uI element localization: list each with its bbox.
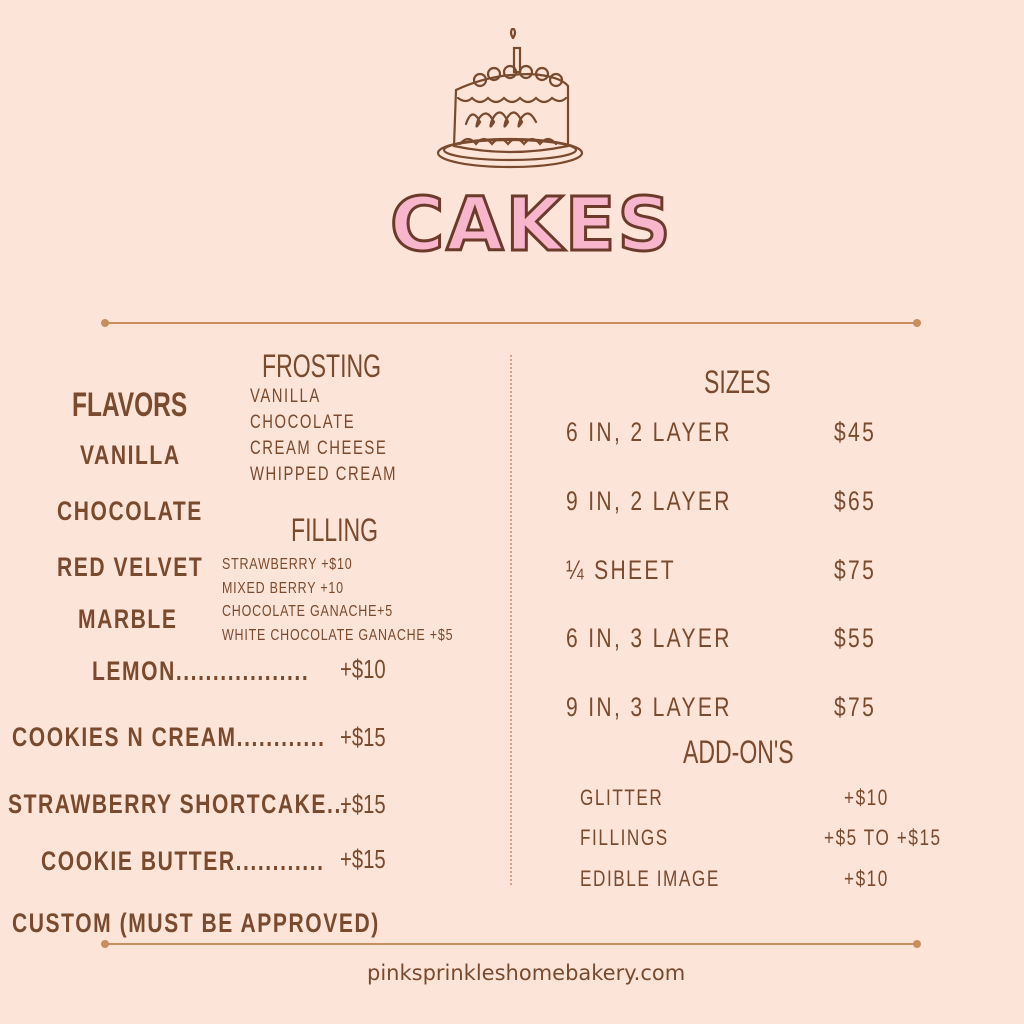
bottom-divider [105,943,917,945]
flavor-priced-price: +$15 [340,844,386,874]
flavor-priced-price: +$15 [340,722,386,752]
filling-heading: FILLING [291,512,379,548]
size-label: 9 IN, 3 LAYER [566,692,732,722]
size-price: $45 [834,417,877,447]
size-price: $65 [834,486,877,516]
flavor-item: CHOCOLATE [57,496,203,526]
custom-flavor-note: CUSTOM (MUST BE APPROVED) [12,908,380,938]
sizes-heading: SIZES [704,364,771,400]
flavor-item: RED VELVET [57,552,204,582]
flavor-priced-price: +$10 [340,654,386,684]
addon-price: +$10 [844,785,889,810]
flavors-heading: FLAVORS [72,386,188,424]
flavor-item: MARBLE [78,604,178,634]
frosting-heading: FROSTING [262,348,382,384]
frosting-item: VANILLA [250,386,321,407]
addons-heading: ADD-ON'S [683,734,794,770]
filling-item: CHOCOLATE GANACHE+5 [222,603,393,620]
top-divider [105,322,917,324]
size-price: $55 [834,623,877,653]
addon-price: +$5 TO +$15 [824,825,942,850]
flavor-priced-label: STRAWBERRY SHORTCAKE... [8,789,350,819]
website-link[interactable]: pinksprinkleshomebakery.com [367,961,686,985]
rule-dot-right [913,319,921,327]
addon-label: GLITTER [580,785,664,810]
size-price: $75 [834,692,877,722]
column-divider [510,355,512,885]
filling-item: WHITE CHOCOLATE GANACHE +$5 [222,627,454,644]
flavor-item: VANILLA [80,440,181,470]
addon-label: EDIBLE IMAGE [580,866,720,891]
addon-label: FILLINGS [580,825,669,850]
flavor-priced-price: +$15 [340,789,386,819]
flavor-priced-label: COOKIES N CREAM............ [12,722,326,752]
rule-dot-right [913,940,921,948]
frosting-item: CHOCOLATE [250,412,356,433]
filling-item: STRAWBERRY +$10 [222,556,353,573]
filling-item: MIXED BERRY +10 [222,580,344,597]
size-label: 6 IN, 3 LAYER [566,623,732,653]
size-label: 9 IN, 2 LAYER [566,486,732,516]
frosting-item: CREAM CHEESE [250,438,388,459]
frosting-item: WHIPPED CREAM [250,464,398,485]
size-label: ¼ SHEET [566,555,677,585]
flavor-priced-label: LEMON.................. [92,656,310,686]
addon-price: +$10 [844,866,889,891]
flavor-priced-label: COOKIE BUTTER............ [41,846,325,876]
cake-illustration [430,28,590,178]
size-price: $75 [834,555,877,585]
page-title: CAKES [390,182,673,268]
size-label: 6 IN, 2 LAYER [566,417,732,447]
